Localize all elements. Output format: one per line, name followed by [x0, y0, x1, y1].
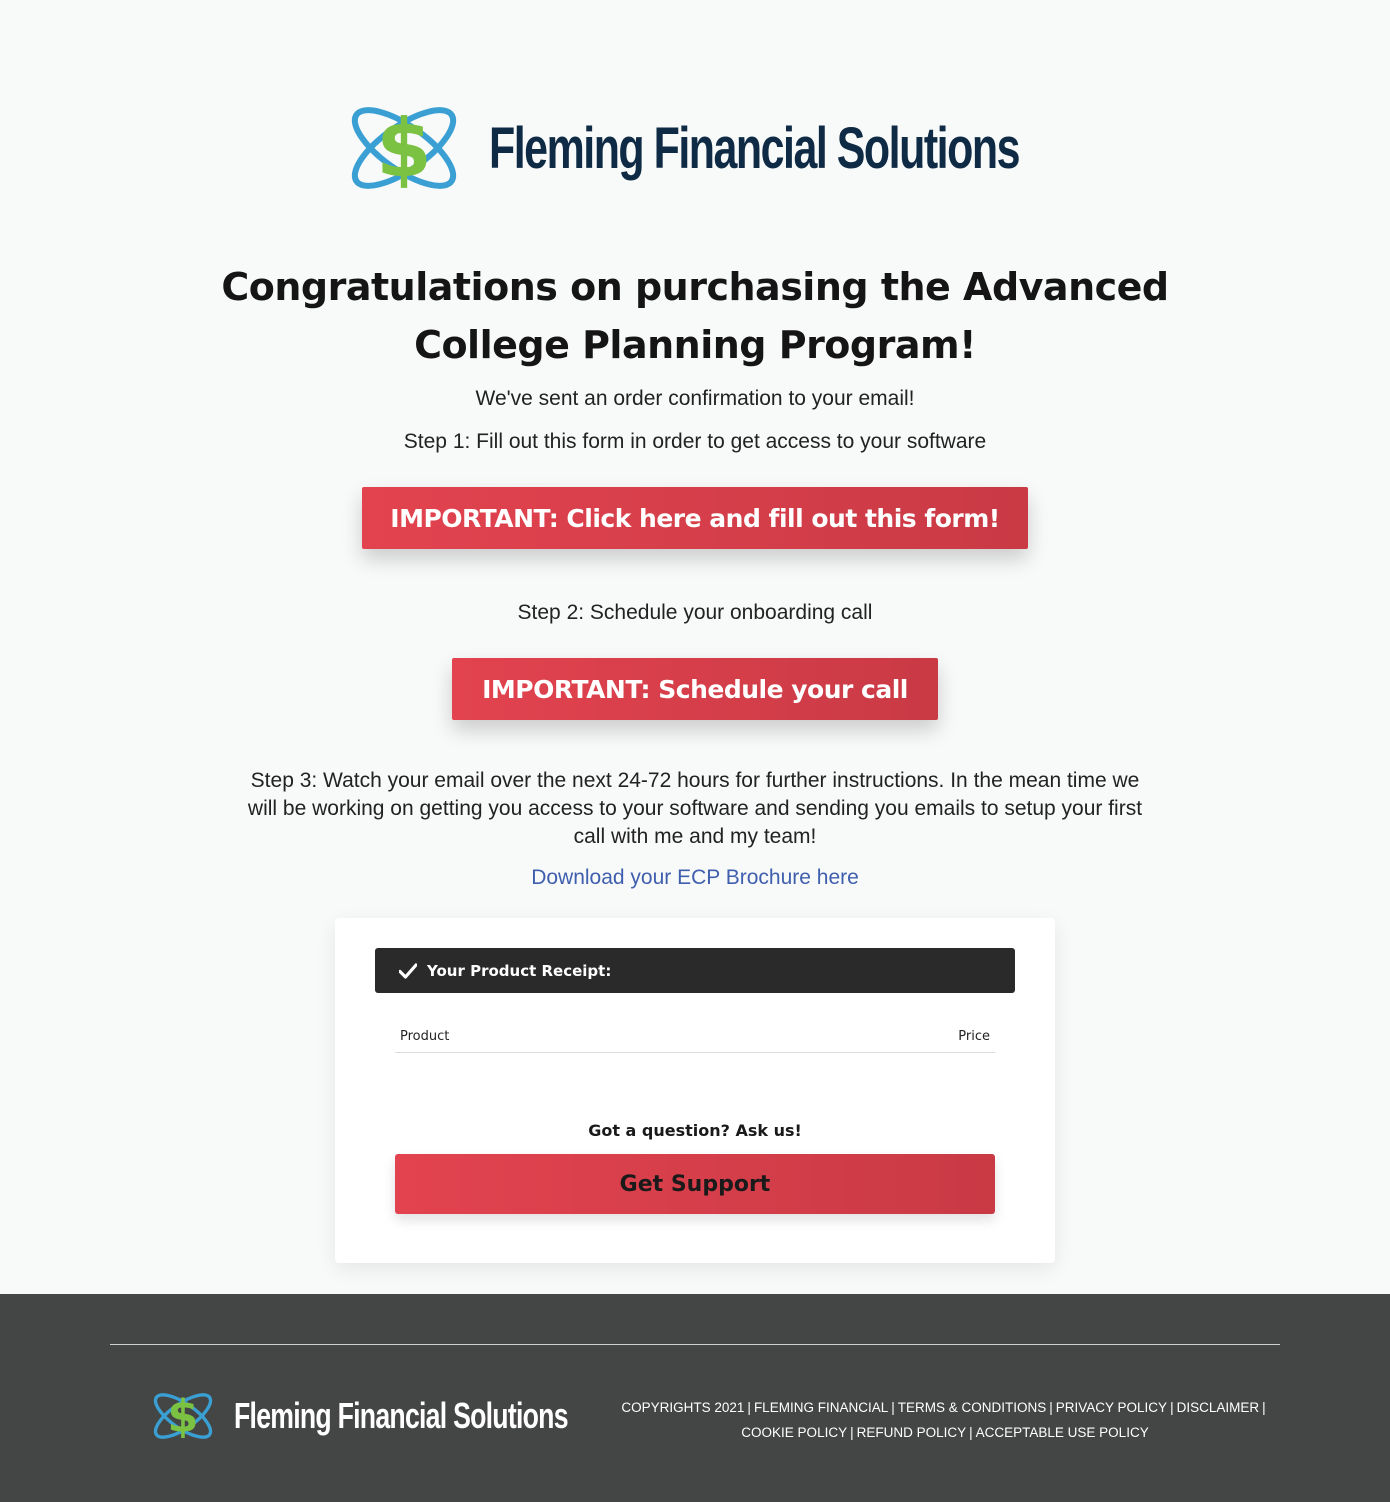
step3-line-2: will be working on getting you access to your software and sending you emails to setup your first [247, 797, 1143, 820]
receipt-table-header [395, 1029, 995, 1053]
confirmation-text: We've sent an order confirmation to your email! [475, 387, 915, 410]
footer-brand-name: Fleming Financial Solutions [234, 1395, 568, 1436]
step3-line-1: Step 3: Watch your email over the next 24-72 hours for further instructions. In the mean time we [250, 769, 1140, 792]
footer-link-refund[interactable]: REFUND POLICY [856, 1425, 967, 1440]
footer-link-cookie[interactable]: COOKIE POLICY [741, 1425, 848, 1440]
footer-link-privacy[interactable]: PRIVACY POLICY [1055, 1400, 1168, 1415]
step3-text [215, 767, 1175, 851]
headline-line-1: Congratulations on purchasing the Advanced [221, 265, 1169, 309]
footer-links-row-1: COPYRIGHTS 2021 | FLEMING FINANCIAL | TERMS & CONDITIONS | PRIVACY POLICY | DISCLAIMER | [621, 1400, 1266, 1415]
receipt-card [335, 918, 1055, 1263]
footer-link-terms[interactable]: TERMS & CONDITIONS [897, 1400, 1047, 1415]
step3-line-3: call with me and my team! [573, 825, 817, 848]
brochure-link[interactable]: Download your ECP Brochure here [531, 866, 859, 889]
check-icon [399, 963, 417, 979]
receipt-title: Your Product Receipt: [427, 961, 612, 980]
footer-logo-orbit-dollar-icon [150, 1386, 216, 1446]
column-product: Product [400, 1029, 450, 1044]
fill-form-button[interactable]: IMPORTANT: Click here and fill out this form! [362, 487, 1028, 549]
logo-orbit-dollar-icon [345, 96, 463, 200]
get-support-button[interactable]: Get Support [395, 1154, 995, 1214]
svg-text:$: $ [376, 102, 432, 195]
column-price: Price [958, 1029, 990, 1044]
brand-name: Fleming Financial Solutions [489, 115, 1019, 181]
svg-text:$: $ [167, 1389, 199, 1443]
footer-links-row-2: COOKIE POLICY | REFUND POLICY | ACCEPTABLE USE POLICY [741, 1425, 1149, 1440]
footer-divider [110, 1344, 1280, 1345]
headline-line-2: College Planning Program! [414, 323, 976, 367]
schedule-call-button[interactable]: IMPORTANT: Schedule your call [452, 658, 938, 720]
footer-link-acceptable-use[interactable]: ACCEPTABLE USE POLICY [975, 1425, 1149, 1440]
footer-logo[interactable] [150, 1384, 570, 1448]
step1-text: Step 1: Fill out this form in order to get access to your software [403, 430, 987, 453]
footer-links [620, 1395, 1270, 1445]
step2-text: Step 2: Schedule your onboarding call [517, 601, 873, 624]
receipt-header-bar [375, 948, 1015, 993]
footer-link-copyrights[interactable]: COPYRIGHTS 2021 [621, 1400, 745, 1415]
footer-link-disclaimer[interactable]: DISCLAIMER [1176, 1400, 1260, 1415]
footer-link-fleming-financial[interactable]: FLEMING FINANCIAL [753, 1400, 889, 1415]
header-logo[interactable] [345, 96, 1025, 200]
page-title [195, 258, 1195, 374]
footer [0, 1294, 1390, 1502]
support-question: Got a question? Ask us! [588, 1121, 802, 1140]
